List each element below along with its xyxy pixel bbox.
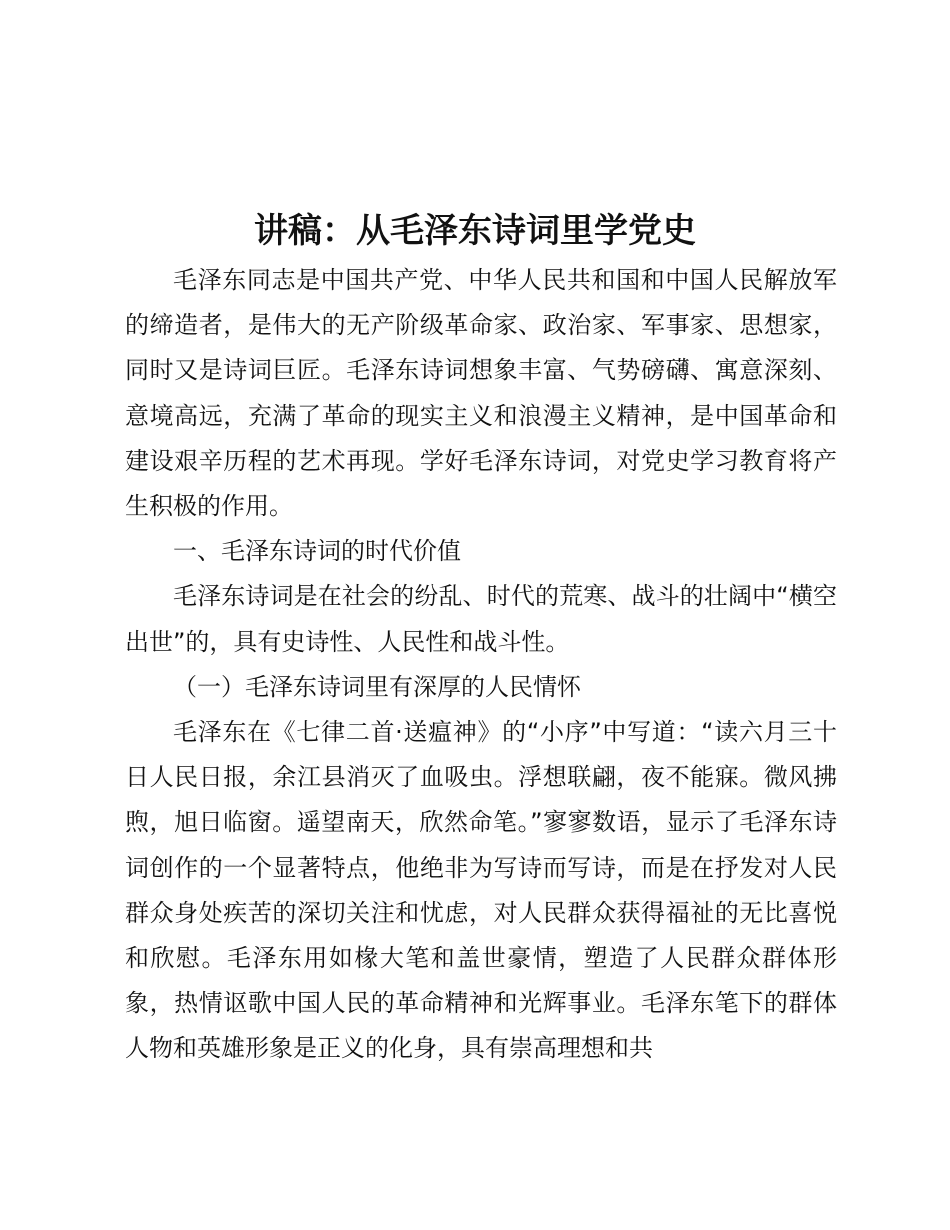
document-body (125, 258, 837, 1072)
intro-paragraph: 毛泽东同志是中国共产党、中华人民共和国和中国人民解放军的缔造者，是伟大的无产阶级革命家、政治家、军事家、思想家，同时又是诗词巨匠。毛泽东诗词想象丰富、气势磅礴、寓意深刻、意境高远，充满了革命的现实主义和浪漫主义精神，是中国革命和建设艰辛历程的艺术再现。学好毛泽东诗词，对党史学习教育将产生积极的作用。 (125, 266, 837, 521)
section-heading-1: 一、毛泽东诗词的时代价值 (173, 537, 461, 566)
document-title: 讲稿：从毛泽东诗词里学党史 (254, 211, 696, 251)
subsection-1-paragraph: 毛泽东在《七律二首·送瘟神》的“小序”中写道：“读六月三十日人民日报，余江县消灭了血吸虫。浮想联翩，夜不能寐。微风拂煦，旭日临窗。遥望南天，欣然命笔。”寥寥数语，显示了毛泽东诗词创作的一个显著特点，他绝非为写诗而写诗，而是在抒发对人民群众身处疾苦的深切关注和忧虑，对人民群众获得福祉的无比喜悦和欣慰。毛泽东用如椽大笔和盖世豪情，塑造了人民群众群体形象，热情讴歌中国人民的革命精神和光辉事业。毛泽东笔下的群体人物和英雄形象是正义的化身，具有崇高理想和共 (125, 718, 837, 1063)
section-1-paragraph: 毛泽东诗词是在社会的纷乱、时代的荒寒、战斗的壮阔中“横空出世”的，具有史诗性、人民性和战斗性。 (125, 582, 837, 656)
subsection-heading-1: （一）毛泽东诗词里有深厚的人民情怀 (173, 672, 581, 701)
